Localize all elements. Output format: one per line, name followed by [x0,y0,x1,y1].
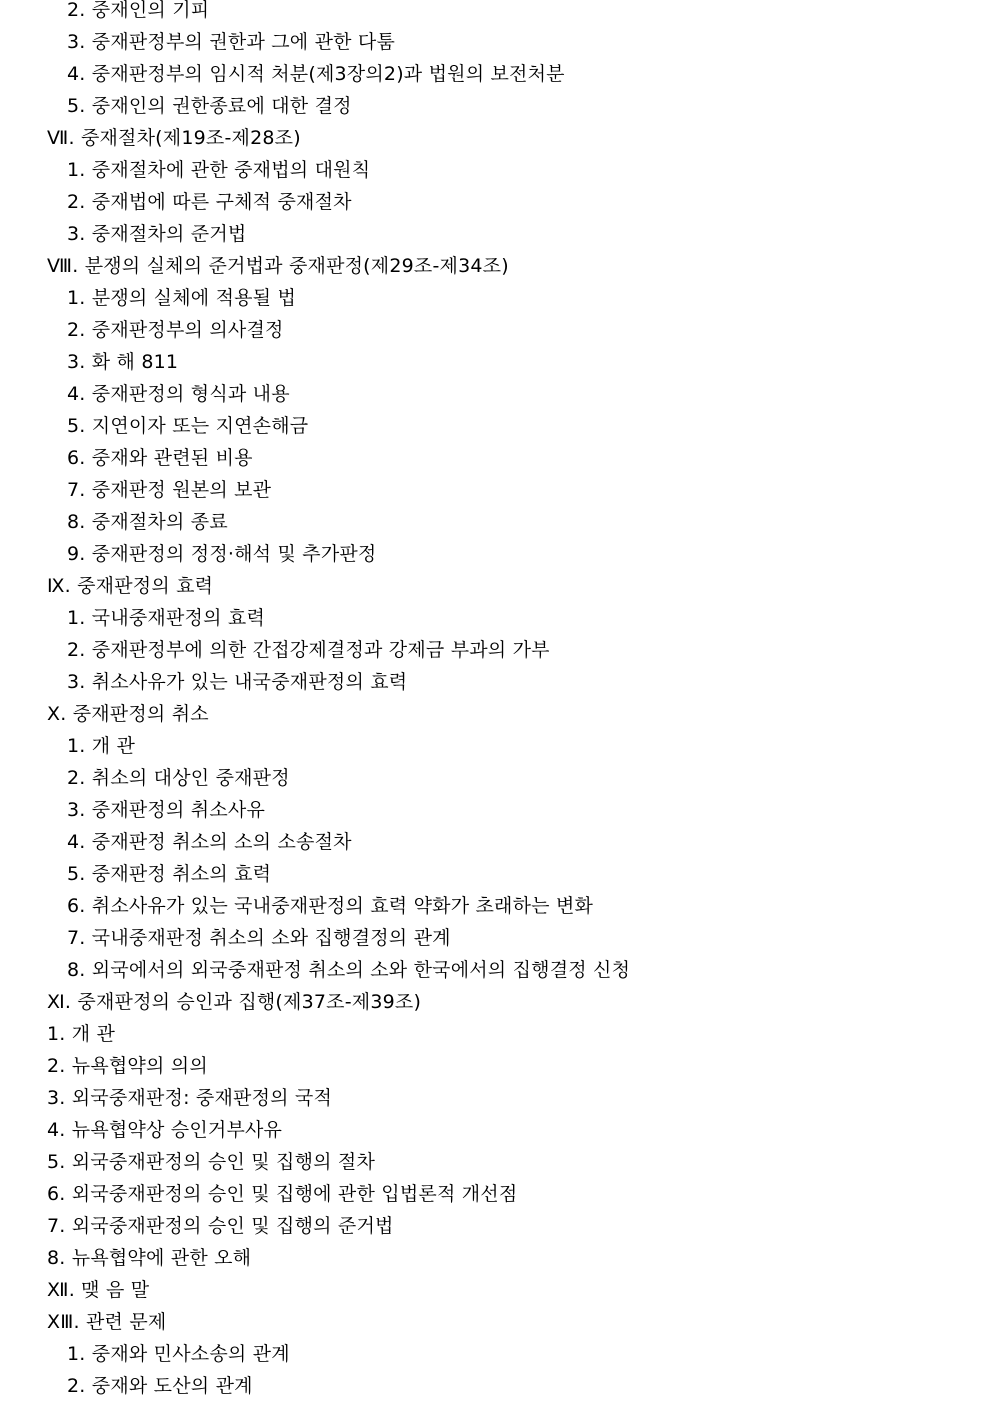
toc-item: 4. 중재판정부의 임시적 처분(제3장의2)과 법원의 보전처분 [67,63,565,85]
toc-item: 3. 외국중재판정: 중재판정의 국적 [47,1087,333,1109]
toc-item: 5. 지연이자 또는 지연손해금 [67,415,309,437]
toc-item: 1. 분쟁의 실체에 적용될 법 [67,287,297,309]
toc-item: 8. 뉴욕협약에 관한 오해 [47,1247,252,1269]
toc-item: 6. 외국중재판정의 승인 및 집행에 관한 입법론적 개선점 [47,1183,518,1205]
toc-item: 2. 중재인의 기피 [67,0,210,21]
toc-item: 8. 중재절차의 종료 [67,511,228,533]
toc-item: 3. 중재판정의 취소사유 [67,799,265,821]
toc-item: 1. 개 관 [47,1023,116,1045]
toc-item: 5. 중재판정 취소의 효력 [67,863,272,885]
section-heading: Ⅷ. 분쟁의 실체의 준거법과 중재판정(제29조-제34조) [47,255,509,277]
toc-item: 4. 뉴욕협약상 승인거부사유 [47,1119,283,1141]
toc-item: 5. 중재인의 권한종료에 대한 결정 [67,95,352,117]
toc-item: 7. 국내중재판정 취소의 소와 집행결정의 관계 [67,927,451,949]
toc-item: 2. 중재와 도산의 관계 [67,1375,253,1397]
toc-item: 3. 중재절차의 준거법 [67,223,247,245]
toc-item: 4. 중재판정의 형식과 내용 [67,383,290,405]
toc-item: 8. 외국에서의 외국중재판정 취소의 소와 한국에서의 집행결정 신청 [67,959,631,981]
toc-item: 7. 외국중재판정의 승인 및 집행의 준거법 [47,1215,394,1237]
toc-item: 2. 뉴욕협약의 의의 [47,1055,208,1077]
section-heading: Ⅹ. 중재판정의 취소 [47,703,209,725]
toc-item: 6. 중재와 관련된 비용 [67,447,253,469]
toc-item: 2. 중재판정부의 의사결정 [67,319,284,341]
section-heading: Ⅶ. 중재절차(제19조-제28조) [47,127,301,149]
section-heading: Ⅸ. 중재판정의 효력 [47,575,214,597]
section-heading: Ⅻ. 맺 음 말 [47,1279,150,1301]
toc-item: 3. 화 해 811 [67,351,179,373]
section-heading: Ⅺ. 중재판정의 승인과 집행(제37조-제39조) [47,991,422,1013]
toc-item: 1. 중재절차에 관한 중재법의 대원칙 [67,159,371,181]
toc-item: 1. 개 관 [67,735,136,757]
toc-item: 6. 취소사유가 있는 국내중재판정의 효력 약화가 초래하는 변화 [67,895,594,917]
section-heading: XⅢ. 관련 문제 [47,1311,167,1333]
toc-item: 9. 중재판정의 정정·해석 및 추가판정 [67,543,377,565]
toc-item: 7. 중재판정 원본의 보관 [67,479,272,501]
toc-item: 2. 취소의 대상인 중재판정 [67,767,290,789]
toc-item: 2. 중재판정부에 의한 간접강제결정과 강제금 부과의 가부 [67,639,550,661]
toc-item: 1. 국내중재판정의 효력 [67,607,265,629]
toc-item: 4. 중재판정 취소의 소의 소송절차 [67,831,352,853]
toc-item: 5. 외국중재판정의 승인 및 집행의 절차 [47,1151,376,1173]
toc-item: 1. 중재와 민사소송의 관계 [67,1343,290,1365]
toc-item: 2. 중재법에 따른 구체적 중재절차 [67,191,352,213]
toc-item: 3. 중재판정부의 권한과 그에 관한 다툼 [67,31,396,53]
toc-item: 3. 취소사유가 있는 내국중재판정의 효력 [67,671,408,693]
